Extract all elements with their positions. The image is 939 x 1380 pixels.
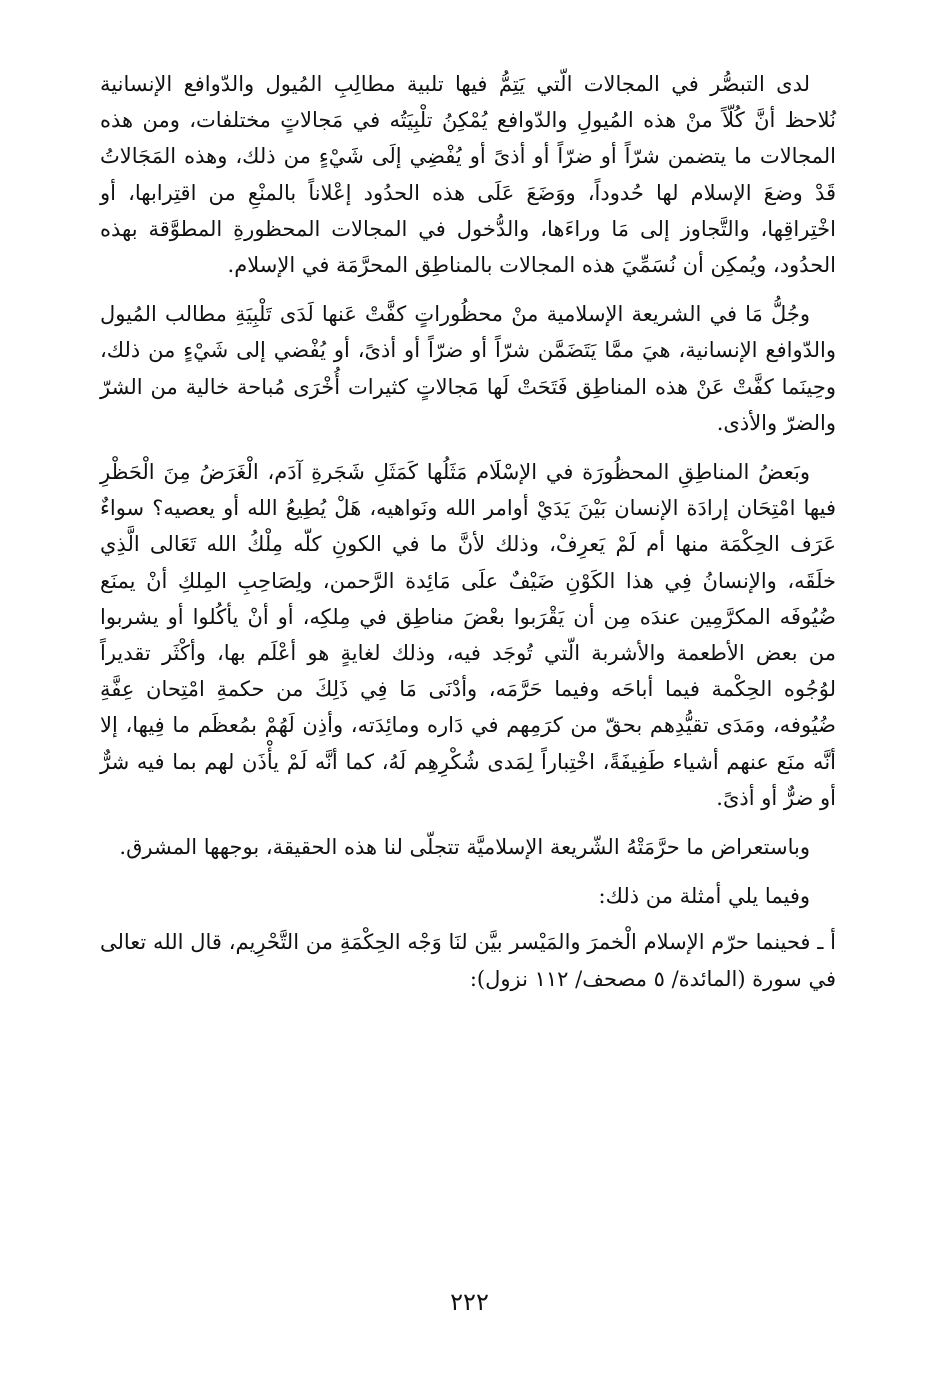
body-text [100, 66, 836, 1010]
page-number: ٢٢٢ [450, 1288, 489, 1316]
paragraph-2: وجُلُّ مَا في الشريعة الإسلامية منْ محظُوراتٍ كفَّتْ عَنها لَدَى تَلْبِيَةِ مطالب المُيول والدّوافع الإنسانية، هيَ ممَّا يَتَضَمَّن شرّاً أو ضرّاً أو أذىً، أو يُفْضي إلى شَيْءٍ من ذلك، وحِينَما كفَّتْ عَنْ هذه المناطِق فَتَحَتْ لَها مَجالاتٍ كثيرات أُخْرَى مُباحة خالية من الشرّ والضرّ والأذى. [100, 302, 836, 435]
paragraph-1: لدى التبصُّر في المجالات الّتي يَتِمُّ فيها تلبية مطالِبِ المُيول والدّوافع الإنسانية نُلاحظ أنَّ كُلّاً منْ هذه المُيولِ والدّوافع يُمْكِنُ تلْبِيَتُه في مَجالاتٍ مختلفات، ومن هذه المجالات ما يتضمن شرّاً أو ضرّاً أو أذىً أو يُفْضِي إلَى شَيْءٍ من ذلك، وهذه المَجَالاتُ قَدْ وضعَ الإسلام لها حُدوداً، ووَضَعَ عَلَى هذه الحدُود إعْلاناً بالمنْعِ من اقتِرابها، أو اخْتِراقِها، والتَّجاوز إلى مَا وراءَها، والدُّخول في المجالات المحظورةِ المطوَّقة بهذه الحدُود، ويُمكِن أن نُسَمِّيَ هذه المجالات بالمناطِق المحرَّمَة في الإسلام. [100, 72, 836, 278]
paragraph-6: أ ـ فحينما حرّم الإسلام الْخمرَ والمَيْسر بيَّن لنَا وَجْه الحِكْمَةِ من التَّحْرِيم، قال الله تعالى في سورة (المائدة/ ٥ مصحف/ ١١٢ نزول): [100, 930, 836, 991]
paragraph-3: وبَعضُ المناطِقِ المحظُورَة في الإسْلَام مَثَلُها كَمَثَلِ شَجَرةِ آدَم، الْغَرَضُ مِنَ الْحَظْرِ فيها امْتِحَان إرادَة الإنسان بَيْنَ يَدَيْ أوامر الله ونَواهيه، هَلْ يُطِيعُ الله أو يعصيه؟ سواءٌ عَرَف الحِكْمَة منها أم لَمْ يَعرِفْ، وذلك لأنَّ ما في الكونِ كلّه مِلْكُ الله تَعَالى الَّذِي خلَقَه، والإنسانُ فِي هذا الكَوْنِ ضَيْفٌ علَى مَائِدة الرَّحمن، ولِصَاحِبِ المِلكِ أنْ يمنَع ضُيُوفَه المكرَّمِين عندَه مِن أن يَقْرَبوا بعْضَ مناطِق في مِلكِه، أو أنْ يأكُلوا أو يشربوا من بعض الأطعمة والأشربة الّتي تُوجَد فيه، وذلك لغايةٍ هو أعْلَم بها، وأكْثَر تقديراً لوُجُوه الحِكْمة فيما أباحَه وفيما حَرَّمَه، وأدْنَى مَا فِي ذَلِكَ من حكمةِ امْتِحان عِفَّةِ ضُيُوفه، ومَدَى تقيُّدِهم بحقّ من كرَمِهم في دَاره ومائِدَته، وأذِن لَهُمْ بمُعظَم ما فِيها، إلا أنَّه منَع عنهم أشياء طَفِيفَةً، اخْتِباراً لِمَدى شُكْرِهِم لَهُ، كما أنَّه لَمْ يأْذَن لهم بما فيه شرٌّ أو ضرٌّ أو أذىً. [100, 460, 836, 810]
paragraph-5: وفيما يلي أمثلة من ذلك: [598, 884, 810, 909]
paragraph-4: وباستعراض ما حرَّمَتْهُ الشّريعة الإسلاميَّة تتجلّى لنا هذه الحقيقة، بوجهها المشرق. [119, 835, 810, 860]
